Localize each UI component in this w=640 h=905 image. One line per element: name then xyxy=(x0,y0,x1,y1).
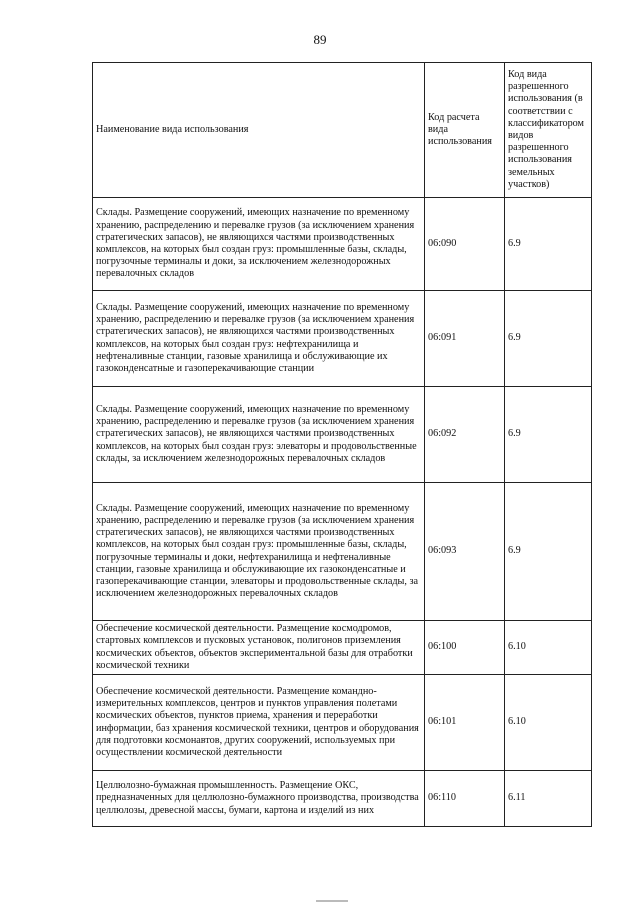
header-usage-name: Наименование вида использования xyxy=(93,63,425,198)
calculation-code: 06:090 xyxy=(425,198,505,291)
classifier-code: 6.11 xyxy=(505,771,592,827)
table-header-row xyxy=(93,63,592,198)
header-calculation-code: Код расчета вида использования xyxy=(425,63,505,198)
calculation-code: 06:101 xyxy=(425,675,505,771)
header-classifier-code: Код вида разрешенного использования (в соответствии с классификатором видов разрешенного использования земельных участков) xyxy=(505,63,592,198)
table-row xyxy=(93,771,592,827)
calculation-code: 06:093 xyxy=(425,483,505,621)
table-row xyxy=(93,621,592,675)
usage-description: Склады. Размещение сооружений, имеющих назначение по временному хранению, распределению и перевалке грузов (за исключением хранения стратегических запасов), не являющихся частями производственных комплексов, на которых был создан груз: элеваторы и продовольственные склады, за исключением железнодорожных перевалочных складов xyxy=(93,387,425,483)
table-row xyxy=(93,675,592,771)
classifier-code: 6.10 xyxy=(505,675,592,771)
usage-description: Обеспечение космической деятельности. Размещение космодромов, стартовых комплексов и пусковых установок, полигонов приземления космических объектов, объектов экспериментальной базы для отработки космической техники xyxy=(93,621,425,675)
land-use-table xyxy=(92,62,592,827)
calculation-code: 06:092 xyxy=(425,387,505,483)
classifier-code: 6.9 xyxy=(505,198,592,291)
classifier-code: 6.9 xyxy=(505,387,592,483)
usage-description: Целлюлозно-бумажная промышленность. Размещение ОКС, предназначенных для целлюлозно-бумажного производства, производства целлюлозы, древесной массы, бумаги, картона и изделий из них xyxy=(93,771,425,827)
table-row xyxy=(93,483,592,621)
usage-description: Склады. Размещение сооружений, имеющих назначение по временному хранению, распределению и перевалке грузов (за исключением хранения стратегических запасов), не являющихся частями производственных комплексов, на которых был создан груз: промышленные базы, склады, погрузочные терминалы и доки, нефтехранилища и нефтеналивные станции, газовые хранилища и обслуживающие их газоконденсатные и газоперекачивающие станции, элеваторы и продовольственные склады, за исключением железнодорожных перевалочных складов xyxy=(93,483,425,621)
scan-artifact xyxy=(316,900,348,902)
classifier-code: 6.9 xyxy=(505,291,592,387)
page-number: 89 xyxy=(313,32,327,47)
classifier-code: 6.10 xyxy=(505,621,592,675)
table-row xyxy=(93,387,592,483)
usage-description: Склады. Размещение сооружений, имеющих назначение по временному хранению, распределению и перевалке грузов (за исключением хранения стратегических запасов), не являющихся частями производственных комплексов, на которых был создан груз: нефтехранилища и нефтеналивные станции, газовые хранилища и обслуживающие их газоконденсатные и газоперекачивающие станции xyxy=(93,291,425,387)
table-row xyxy=(93,291,592,387)
calculation-code: 06:091 xyxy=(425,291,505,387)
usage-description: Обеспечение космической деятельности. Размещение командно-измерительных комплексов, центров и пунктов управления полетами космических объектов, пунктов приема, хранения и переработки информации, баз хранения космической техники, центров и оборудования для подготовки космонавтов, других сооружений, используемых при осуществлении космической деятельности xyxy=(93,675,425,771)
calculation-code: 06:110 xyxy=(425,771,505,827)
classifier-code: 6.9 xyxy=(505,483,592,621)
usage-description: Склады. Размещение сооружений, имеющих назначение по временному хранению, распределению и перевалке грузов (за исключением хранения стратегических запасов), не являющихся частями производственных комплексов, на которых был создан груз: промышленные базы, склады, погрузочные терминалы и доки, за исключением железнодорожных перевалочных складов xyxy=(93,198,425,291)
calculation-code: 06:100 xyxy=(425,621,505,675)
table-row xyxy=(93,198,592,291)
